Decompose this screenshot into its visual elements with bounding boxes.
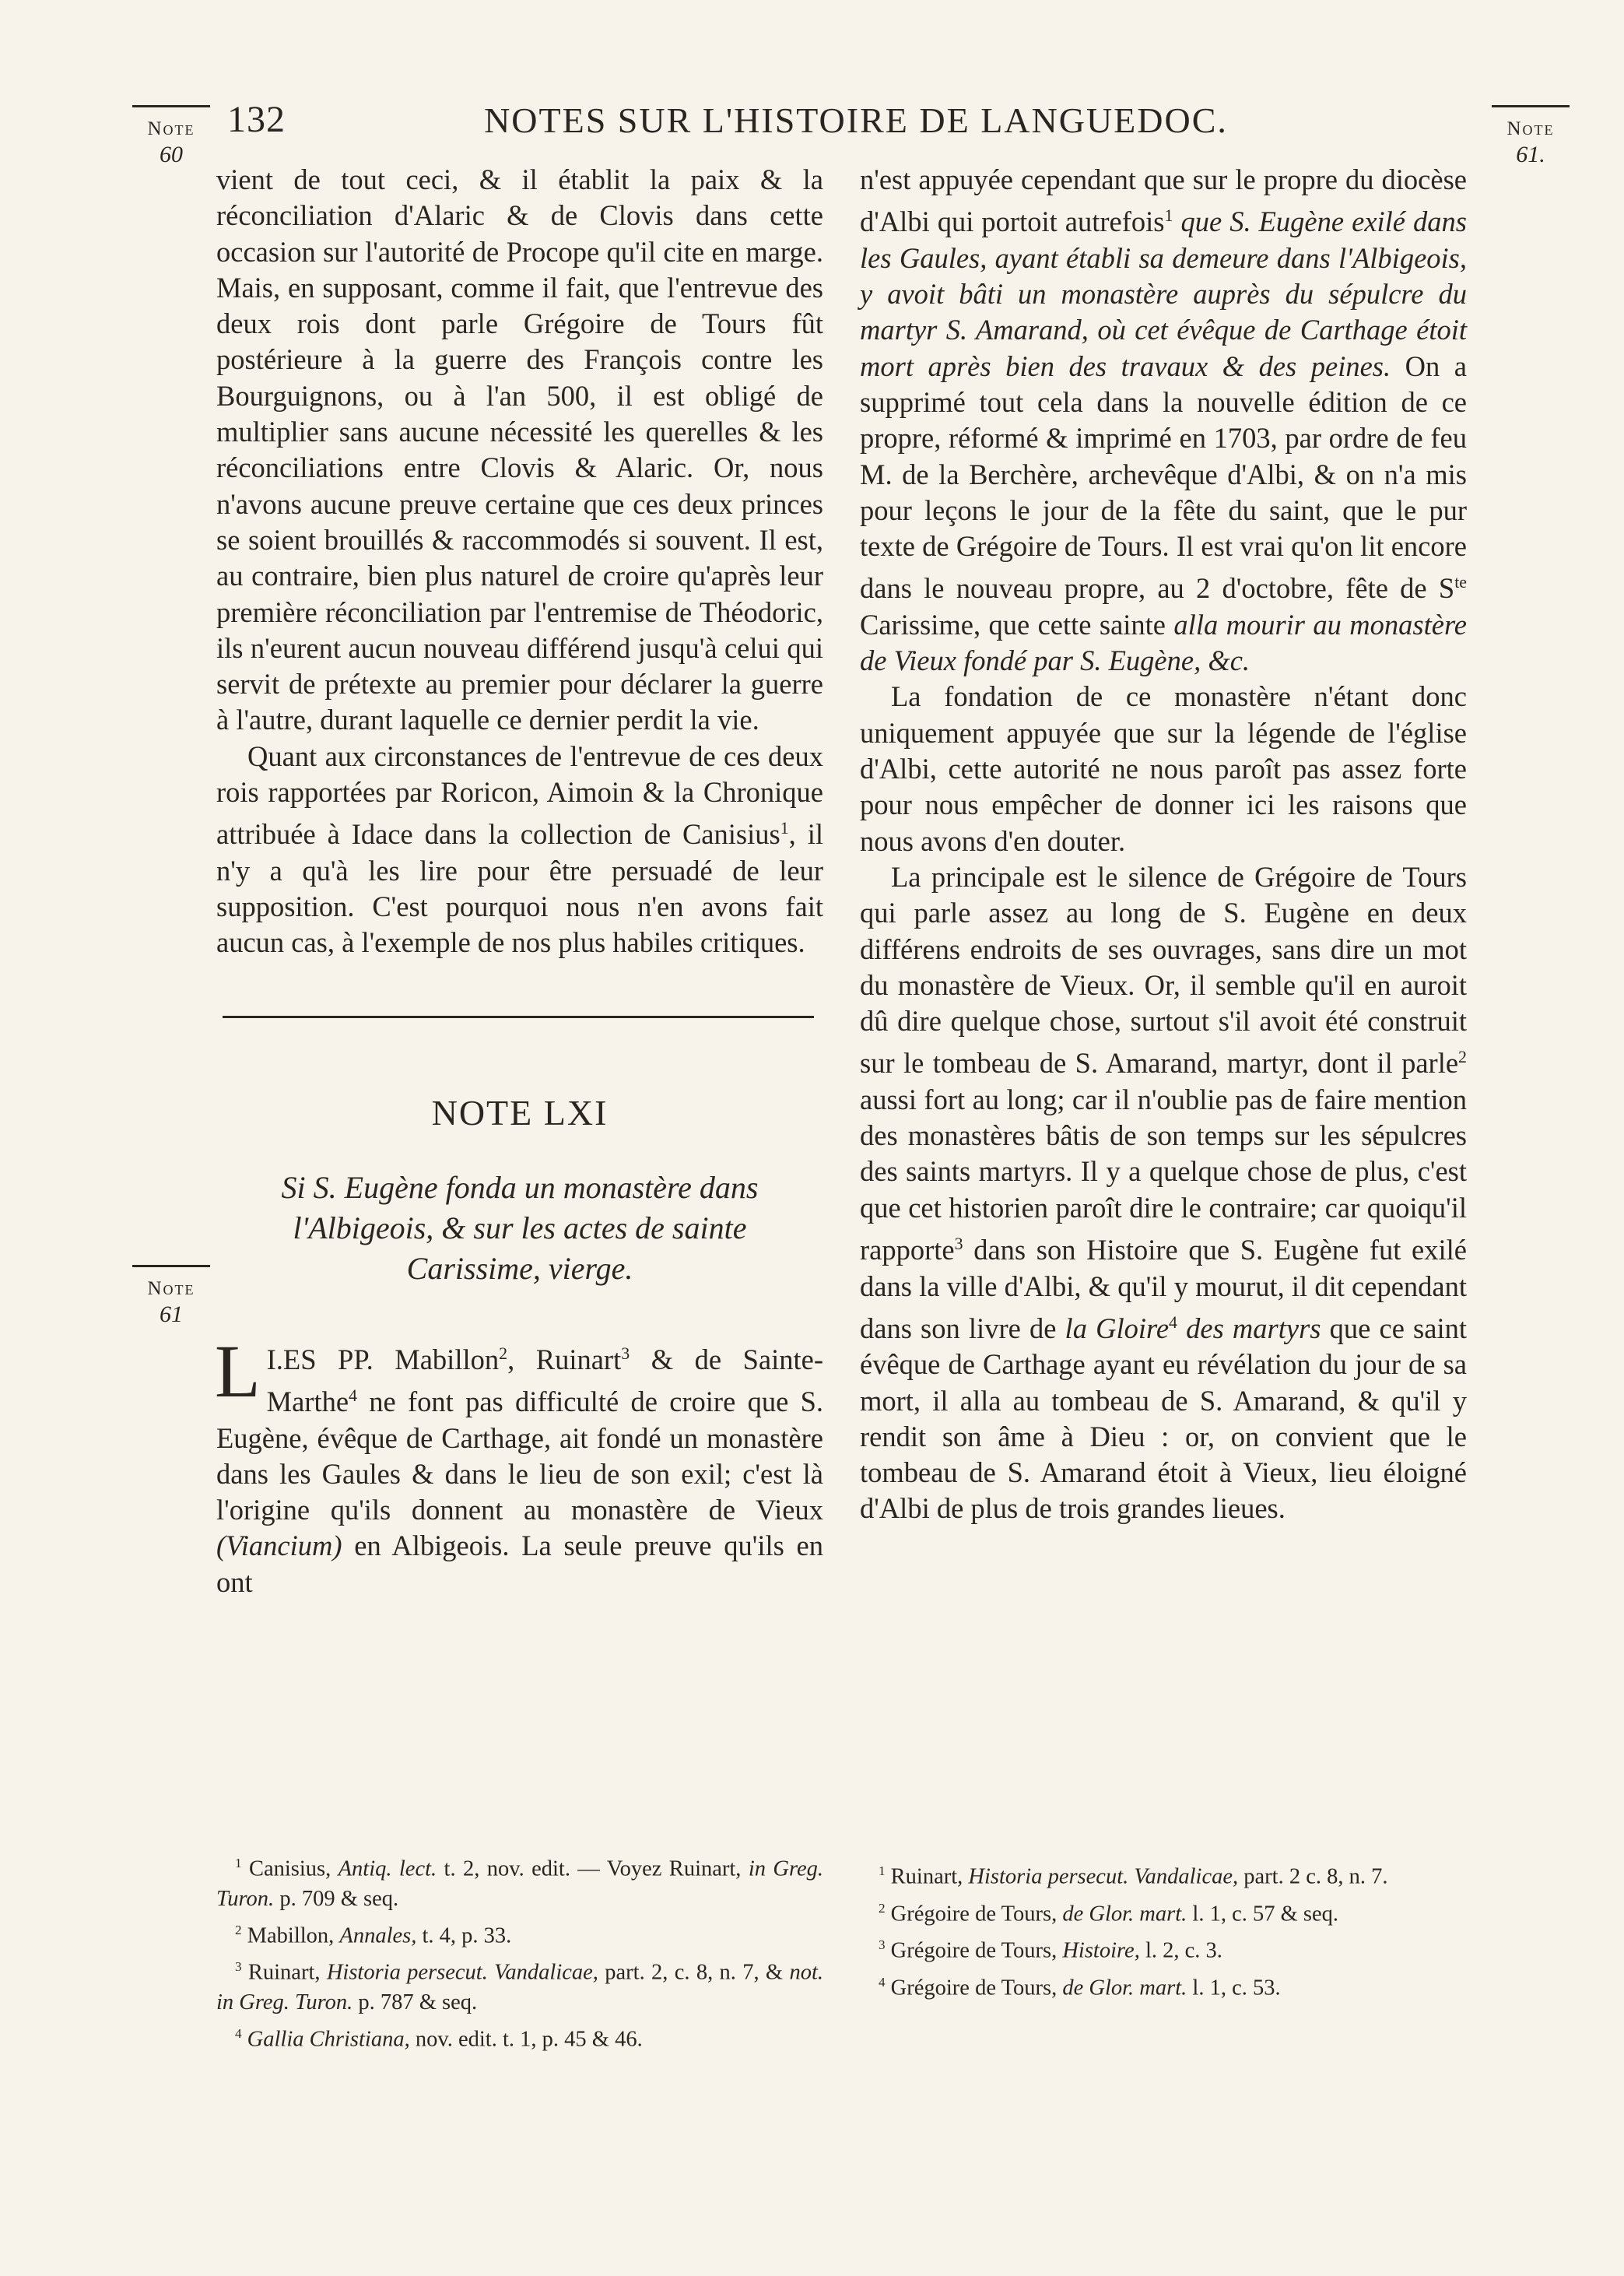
paragraph bbox=[860, 859, 1467, 1527]
note-title: NOTE LXI bbox=[431, 1092, 609, 1133]
text-run: Grégoire de Tours, bbox=[890, 1976, 1063, 2000]
text-run: t. 2, nov. edit. — Voyez Ruinart, bbox=[437, 1856, 749, 1881]
footnote-mark: 4 bbox=[879, 1974, 886, 1990]
left-column bbox=[216, 162, 823, 1600]
page-number: 132 bbox=[227, 99, 286, 140]
running-header bbox=[218, 92, 1494, 146]
text-run: , Ruinart bbox=[507, 1343, 622, 1375]
footnotes-left bbox=[216, 1849, 823, 2056]
running-title: NOTES SUR L'HISTOIRE DE LANGUEDOC. bbox=[484, 100, 1228, 140]
margin-note-number: 61 bbox=[160, 1301, 183, 1327]
footnote-ref: 2 bbox=[499, 1343, 508, 1363]
italic-run: Historia persecut. Vandalicae, bbox=[968, 1864, 1239, 1889]
footnote-mark: 2 bbox=[235, 1922, 242, 1937]
text-run: part. 2, c. 8, n. 7, & bbox=[598, 1960, 790, 1985]
text-run: On a supprimé tout cela dans la nouvelle édition de ce propre, réformé & imprimé en 1703, par ordre de feu M. de la Berchère, archevêque d'Albi, & on n'a mis pour leçons le jour de la fête du saint, que le pur texte de Grégoire de Tours. Il est vrai qu'on lit encore dans le nouveau propre, au 2 d'octobre, fête de S bbox=[860, 349, 1467, 605]
margin-note-number: 60 bbox=[160, 142, 183, 167]
text-run: & de Sainte-Marthe bbox=[266, 1343, 824, 1418]
text-run: ne font pas difficulté de croire que S. Eugène, évêque de Carthage, ait fondé un monastère dans les Gaules & dans le lieu de son exil; c'est là l'origine qu'ils donnent au monastère de Vieux bbox=[216, 1386, 823, 1526]
footnote-mark: 3 bbox=[235, 1959, 242, 1974]
italic-run: de Glor. mart. bbox=[1062, 1902, 1187, 1926]
text-run: Mabillon, bbox=[247, 1923, 340, 1948]
italic-run: Antiq. lect. bbox=[338, 1856, 437, 1881]
text-run: dans son Histoire que S. Eugène fut exilé dans la ville d'Albi, & qu'il y mourut, il dit cependant dans son livre de bbox=[860, 1234, 1467, 1344]
footnote-mark: 2 bbox=[879, 1900, 886, 1916]
text-run: en Albigeois. La seule preuve qu'ils en ont bbox=[216, 1530, 823, 1598]
text-run: Carissime, que cette sainte bbox=[860, 608, 1174, 641]
footnote-mark: 1 bbox=[879, 1863, 886, 1878]
footnote-mark: 3 bbox=[879, 1937, 886, 1952]
text-run: l. 1, c. 57 & seq. bbox=[1187, 1902, 1339, 1926]
text-run: Ruinart, bbox=[247, 1960, 327, 1985]
text-run: aussi fort au long; car il n'oublie pas de faire mention des monastères bâtis de son temps sur les sépulcres des saints martyrs. Il y a quelque chose de plus, c'est que cet historien paroît dire le contraire; car quoiqu'il rapporte bbox=[860, 1083, 1467, 1266]
text-run: Grégoire de Tours, bbox=[890, 1938, 1063, 1963]
footnote-ref: 2 bbox=[1458, 1047, 1467, 1067]
text-run: ES PP. Mabillon bbox=[282, 1343, 500, 1375]
text-run: Canisius, bbox=[248, 1856, 338, 1881]
italic-run: des martyrs bbox=[1177, 1312, 1321, 1344]
margin-rule bbox=[132, 1265, 210, 1267]
text-run: t. 4, p. 33. bbox=[416, 1923, 512, 1948]
footnote-mark: 4 bbox=[235, 2025, 242, 2041]
margin-note-label: Note bbox=[147, 118, 195, 139]
note-subtitle: Si S. Eugène fonda un monastère dans l'Albigeois, & sur les actes de sainte Carissime, vierge. bbox=[281, 1169, 759, 1286]
margin-rule bbox=[1492, 105, 1570, 107]
section-number: I. bbox=[266, 1343, 283, 1375]
text-run: p. 787 & seq. bbox=[353, 1990, 478, 2014]
section-divider bbox=[223, 1016, 814, 1018]
footnote-ref: 4 bbox=[349, 1386, 357, 1406]
text-run: que ce saint évêque de Carthage ayant eu révélation du jour de sa mort, il alla au tombeau de S. Amarand, & qu'il y rendit son âme à Dieu : or, on convient que le tombeau de S. Amarand étoit à Vieux, lieu éloigné d'Albi de plus de trois grandes lieues. bbox=[860, 1312, 1467, 1525]
margin-note-left-mid bbox=[128, 1265, 214, 1328]
footnote-ref: 3 bbox=[954, 1234, 963, 1254]
italic-run: la Gloire bbox=[1065, 1312, 1170, 1344]
right-column bbox=[860, 162, 1467, 1527]
text-run: n'est appuyée cependant que sur le propre du diocèse d'Albi qui portoit autrefois bbox=[860, 163, 1467, 238]
text-run: l. 1, c. 53. bbox=[1187, 1976, 1281, 2000]
italic-run: de Glor. mart. bbox=[1062, 1976, 1187, 2000]
italic-run: Histoire, bbox=[1062, 1938, 1140, 1963]
text-run: l. 2, c. 3. bbox=[1139, 1938, 1222, 1963]
superscript: te bbox=[1454, 572, 1467, 592]
text-run: La principale est le silence de Grégoire de Tours qui parle assez au long de S. Eugène en deux différens endroits de ses ouvrages, sans dire un mot du monastère de Vieux. Or, il semble qu'il en auroit dû dire quelque chose, surtout s'il avoit été construit sur le tombeau de S. Amarand, martyr, dont il parle bbox=[860, 860, 1467, 1080]
footnote bbox=[860, 1930, 1467, 1966]
drop-cap: L bbox=[215, 1329, 261, 1413]
margin-note-right-top bbox=[1488, 105, 1573, 168]
italic-run: alla mourir au monastère de Vieux fondé par S. Eugène, &c. bbox=[860, 608, 1468, 677]
paragraph bbox=[215, 1329, 824, 1600]
text-run: part. 2 c. 8, n. 7. bbox=[1238, 1864, 1388, 1889]
margin-note-left-top bbox=[128, 105, 214, 168]
footnote bbox=[216, 1849, 823, 1914]
italic-run: not. in Greg. Turon. bbox=[216, 1960, 823, 2014]
footnote bbox=[860, 1968, 1467, 2004]
footnote bbox=[216, 1952, 823, 2018]
paragraph bbox=[216, 739, 823, 961]
text-run: Grégoire de Tours, bbox=[890, 1902, 1063, 1926]
text-run: Ruinart, bbox=[890, 1864, 969, 1889]
paragraph: vient de tout ceci, & il établit la paix & la réconciliation d'Alaric & de Clovis dans cette occasion sur l'autorité de Procope qu'il cite en marge. Mais, en supposant, comme il fait, que l'entrevue des deux rois dont parle Grégoire de Tours fût postérieure à la guerre des François contre les Bourguignons, ou à l'an 500, il est obligé de multiplier sans aucune nécessité les querelles & les réconciliations entre Clovis & Alaric. Or, nous n'avons aucune preuve certaine que ces deux princes se soient brouillés & raccommodés si souvent. Il est, au contraire, bien plus naturel de croire qu'après leur première réconciliation par l'entremise de Théodoric, ils n'eurent aucun nouveau différend jusqu'à celui qui servit de prétexte au premier pour déclarer la guerre à l'autre, durant laquelle ce dernier perdit la vie. bbox=[216, 163, 823, 736]
margin-note-label: Note bbox=[1506, 118, 1555, 139]
footnotes-right bbox=[860, 1856, 1467, 2004]
footnote bbox=[860, 1856, 1467, 1892]
paragraph: La fondation de ce monastère n'étant donc uniquement appuyée que sur la légende de l'église d'Albi, cette autorité ne nous paroît pas assez forte pour nous empêcher de donner ici les raisons que nous avons d'en douter. bbox=[860, 680, 1467, 857]
text-run: , il n'y a qu'à les lire pour être persuadé de leur supposition. C'est pourquoi nous n'en avons fait aucun cas, à l'exemple de nos plus habiles critiques. bbox=[216, 818, 823, 959]
margin-rule bbox=[132, 105, 210, 107]
footnote-ref: 3 bbox=[621, 1343, 630, 1363]
italic-run: (Viancium) bbox=[216, 1530, 342, 1562]
italic-run: Historia persecut. Vandalicae, bbox=[326, 1960, 598, 1985]
footnote-ref: 4 bbox=[1169, 1312, 1177, 1332]
italic-run: que S. Eugène exilé dans les Gaules, ayant établi sa demeure dans l'Albigeois, y avoit bâti un monastère auprès du sépulcre du martyr S. Amarand, où cet évêque de Carthage étoit mort après bien des travaux & des peines. bbox=[860, 205, 1467, 382]
italic-run: in Greg. Turon. bbox=[216, 1856, 824, 1911]
text-run: p. 709 & seq. bbox=[274, 1886, 399, 1911]
footnote-ref: 1 bbox=[1164, 205, 1173, 226]
text-run: Quant aux circonstances de l'entrevue de ces deux rois rapportées par Roricon, Aimoin & la Chronique attribuée à Idace dans la collection de Canisius bbox=[216, 739, 823, 851]
margin-note-label: Note bbox=[147, 1278, 195, 1299]
margin-note-number: 61. bbox=[1516, 142, 1545, 167]
footnote-mark: 1 bbox=[235, 1856, 242, 1870]
footnote bbox=[216, 2019, 823, 2055]
footnote bbox=[860, 1894, 1467, 1930]
italic-run: Gallia Christiana, bbox=[247, 2027, 410, 2051]
footnote bbox=[216, 1916, 823, 1951]
paragraph bbox=[860, 162, 1467, 679]
footnote-ref: 1 bbox=[780, 818, 789, 838]
text-run: nov. edit. t. 1, p. 45 & 46. bbox=[409, 2027, 643, 2051]
italic-run: Annales, bbox=[339, 1923, 417, 1948]
